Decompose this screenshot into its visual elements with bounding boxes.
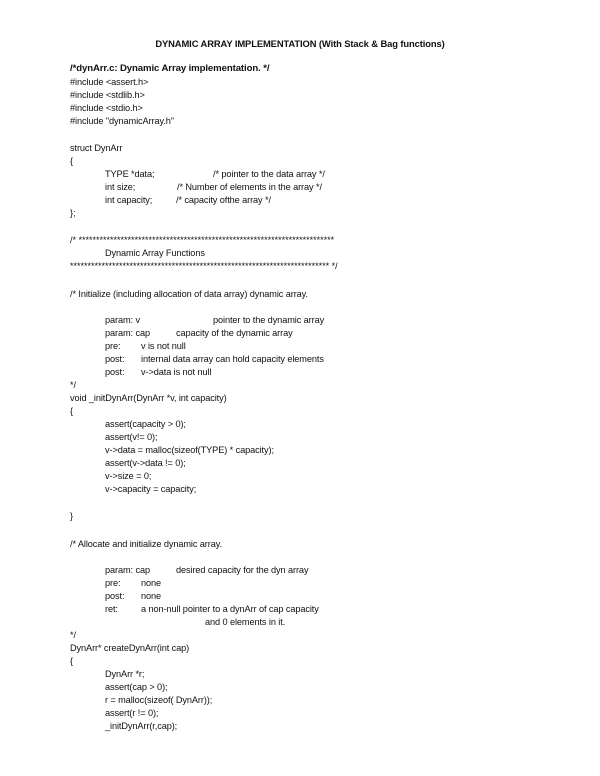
param-desc: internal data array can hold capacity elements — [141, 354, 324, 364]
param-tag: param: v — [105, 315, 140, 325]
struct-field-code: int size; — [105, 182, 136, 192]
param-desc: desired capacity for the dyn array — [176, 565, 309, 575]
param-desc: v->data is not null — [141, 367, 212, 377]
code-line: r = malloc(sizeof( DynArr)); — [105, 695, 213, 705]
param-tag: pre: — [105, 341, 121, 351]
create-comment-end: */ — [70, 630, 76, 640]
code-line: v->data = malloc(sizeof(TYPE) * capacity); — [105, 445, 274, 455]
code-line: v->capacity = capacity; — [105, 484, 197, 494]
include-line: #include "dynamicArray.h" — [70, 116, 174, 126]
param-tag: post: — [105, 367, 125, 377]
include-line: #include <assert.h> — [70, 77, 149, 87]
create-open-brace: { — [70, 656, 73, 666]
param-desc: none — [141, 578, 162, 588]
struct-field-comment: /* Number of elements in the array */ — [177, 182, 322, 192]
code-line: assert(capacity > 0); — [105, 419, 186, 429]
init-signature: void _initDynArr(DynArr *v, int capacity) — [70, 393, 227, 403]
code-line: DynArr *r; — [105, 669, 145, 679]
include-line: #include <stdio.h> — [70, 103, 143, 113]
document-title: DYNAMIC ARRAY IMPLEMENTATION (With Stack & Bag functions) — [155, 38, 445, 49]
struct-close-brace: }; — [70, 208, 76, 218]
include-line: #include <stdlib.h> — [70, 90, 145, 100]
init-close-brace: } — [70, 511, 73, 521]
init-doc-comment: /* Initialize (including allocation of data array) dynamic array. — [70, 289, 308, 299]
code-line: v->size = 0; — [105, 471, 152, 481]
param-tag: param: cap — [105, 328, 150, 338]
param-tag: pre: — [105, 578, 121, 588]
code-line: assert(r != 0); — [105, 708, 159, 718]
param-desc: none — [141, 591, 162, 601]
code-line: assert(cap > 0); — [105, 682, 168, 692]
banner-bottom-line: ************************************************************************** */ — [70, 261, 338, 271]
struct-declaration: struct DynArr — [70, 143, 123, 153]
struct-field-code: int capacity; — [105, 195, 153, 205]
param-tag: ret: — [105, 604, 118, 614]
param-desc: a non-null pointer to a dynArr of cap capacity — [141, 604, 319, 614]
struct-open-brace: { — [70, 156, 73, 166]
param-desc: capacity of the dynamic array — [176, 328, 293, 338]
struct-field-comment: /* pointer to the data array */ — [213, 169, 325, 179]
param-desc: pointer to the dynamic array — [213, 315, 325, 325]
param-tag: post: — [105, 591, 125, 601]
param-desc: v is not null — [141, 341, 186, 351]
param-tag: post: — [105, 354, 125, 364]
banner-label: Dynamic Array Functions — [105, 248, 205, 258]
code-line: assert(v->data != 0); — [105, 458, 186, 468]
code-line: assert(v!= 0); — [105, 432, 158, 442]
init-comment-end: */ — [70, 380, 76, 390]
create-signature: DynArr* createDynArr(int cap) — [70, 643, 190, 653]
create-doc-comment: /* Allocate and initialize dynamic array. — [70, 539, 222, 549]
banner-top-line: /* ************************************************************************* — [70, 235, 335, 245]
file-header-comment: /*dynArr.c: Dynamic Array implementation. */ — [70, 63, 270, 74]
struct-field-code: TYPE *data; — [105, 169, 155, 179]
param-tag: param: cap — [105, 565, 150, 575]
struct-field-comment: /* capacity ofthe array */ — [176, 195, 271, 205]
param-desc-continuation: and 0 elements in it. — [205, 617, 286, 627]
init-open-brace: { — [70, 406, 73, 416]
code-line: _initDynArr(r,cap); — [105, 721, 178, 731]
